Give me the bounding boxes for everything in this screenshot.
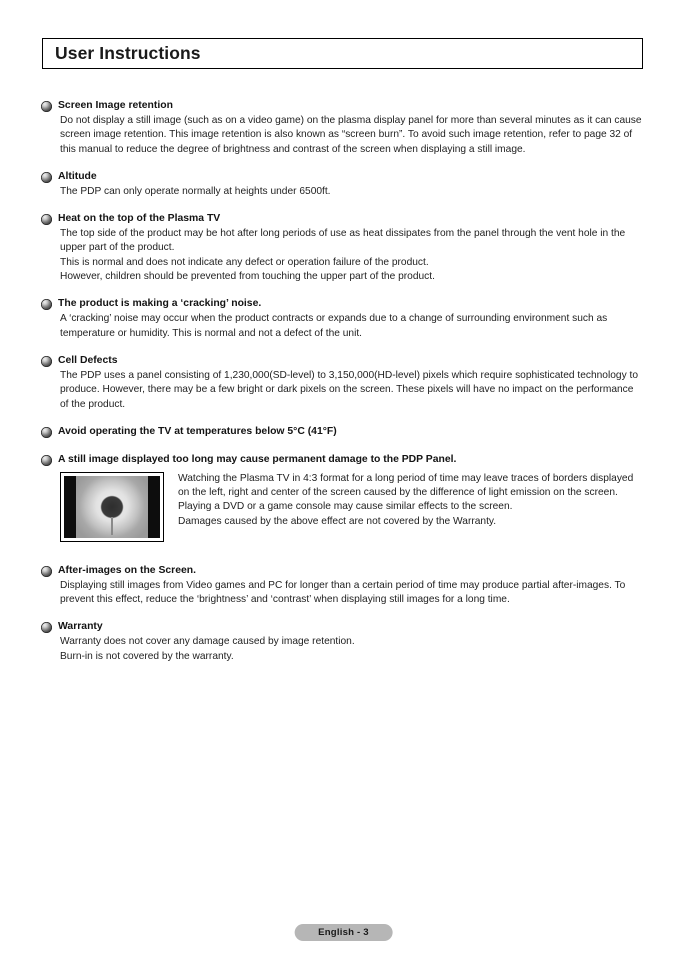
sphere-bullet-icon bbox=[41, 299, 52, 310]
sphere-bullet-icon bbox=[41, 622, 52, 633]
section-heading-row bbox=[41, 620, 643, 633]
section-body-block bbox=[41, 114, 643, 157]
section-body: Warranty does not cover any damage caused by image retention. Burn-in is not covered by the warranty. bbox=[60, 636, 355, 662]
sphere-bullet-icon bbox=[41, 427, 52, 438]
section-heading: Screen Image retention bbox=[58, 100, 173, 111]
figure-row bbox=[41, 472, 643, 542]
section-heading-row bbox=[41, 425, 643, 438]
section-heading-row bbox=[41, 453, 643, 466]
plasma-tv-image bbox=[60, 472, 164, 542]
section-heading-row bbox=[41, 297, 643, 310]
sphere-bullet-icon bbox=[41, 566, 52, 577]
section-body-block bbox=[41, 227, 643, 284]
page-title-box bbox=[42, 38, 643, 69]
instruction-section bbox=[41, 170, 643, 199]
sphere-bullet-icon bbox=[41, 214, 52, 225]
section-heading: A still image displayed too long may cause permanent damage to the PDP Panel. bbox=[58, 453, 457, 465]
section-heading-row bbox=[41, 564, 643, 577]
sunflower-picture bbox=[76, 476, 147, 538]
section-body: Do not display a still image (such as on a video game) on the plasma display panel for more than several minutes as it can cause screen image retention. This image retention is also known as “screen burn”. To avoid such image retention, refer to page 32 of this manual to reduce the degree of brightness and contrast of the screen when displaying a still image. bbox=[60, 115, 642, 155]
section-body: A ‘cracking’ noise may occur when the product contracts or expands due to a change of surrounding environment such as temperature or humidity. This is normal and not a defect of the unit. bbox=[60, 313, 608, 339]
section-heading-row bbox=[41, 170, 643, 183]
section-body-block bbox=[41, 635, 643, 664]
page-number-badge: English - 3 bbox=[294, 924, 393, 941]
tv-screen bbox=[64, 476, 160, 538]
instruction-section bbox=[41, 354, 643, 412]
figure-caption: Watching the Plasma TV in 4:3 format for a long period of time may leave traces of borders displayed on the left, right and center of the screen caused by the difference of light emission on the screen. Playing a DVD or a game console may cause similar effects to the screen. Damages caused by the above effect are not covered by the Warranty. bbox=[178, 472, 634, 527]
section-heading: Cell Defects bbox=[58, 354, 118, 366]
instruction-section bbox=[41, 212, 643, 284]
instruction-section bbox=[41, 425, 643, 438]
instruction-section-with-figure bbox=[41, 453, 643, 542]
section-body: The top side of the product may be hot after long periods of use as heat dissipates from the panel through the vent hole in the upper part of the product. This is normal and does not indicate any defect or operation failure of the product. However, children should be prevented from touching the upper part of the product. bbox=[60, 228, 626, 283]
sunflower-stem bbox=[111, 517, 113, 536]
section-heading: Heat on the top of the Plasma TV bbox=[58, 213, 221, 225]
section-heading: Avoid operating the TV at temperatures below 5°C (41°F) bbox=[58, 425, 337, 437]
sphere-bullet-icon bbox=[41, 356, 52, 367]
instructions-list bbox=[41, 99, 643, 677]
instruction-section bbox=[41, 564, 643, 608]
page-title: User Instructions bbox=[55, 43, 201, 63]
instruction-section bbox=[41, 99, 643, 157]
section-heading-row bbox=[41, 99, 643, 112]
section-heading: After-images on the Screen. bbox=[58, 564, 197, 576]
section-body: The PDP uses a panel consisting of 1,230,000(SD-level) to 3,150,000(HD-level) pixels which require sophisticated technology to produce. However, there may be a few bright or dark pixels on the screen. These pixels will have no impact on the performance of the product. bbox=[60, 369, 638, 410]
sphere-bullet-icon bbox=[41, 172, 52, 183]
section-heading: Warranty bbox=[58, 621, 103, 633]
section-heading-row bbox=[41, 212, 643, 225]
section-heading: The product is making a ‘cracking’ noise. bbox=[58, 298, 262, 310]
section-body: Displaying still images from Video games and PC for longer than a certain period of time may produce partial after-images. To prevent this effect, reduce the ‘brightness’ and ‘contrast’ when displaying still images for a long time. bbox=[60, 579, 626, 606]
section-body-block bbox=[41, 185, 643, 199]
section-heading: Altitude bbox=[58, 170, 97, 182]
section-body-block bbox=[41, 369, 643, 412]
section-body-block bbox=[41, 579, 643, 608]
section-body: The PDP can only operate normally at heights under 6500ft. bbox=[60, 185, 331, 197]
section-heading-row bbox=[41, 354, 643, 367]
instruction-section bbox=[41, 297, 643, 341]
sphere-bullet-icon bbox=[41, 455, 52, 466]
section-body-block bbox=[41, 312, 643, 341]
sphere-bullet-icon bbox=[41, 101, 52, 112]
instruction-section bbox=[41, 620, 643, 664]
